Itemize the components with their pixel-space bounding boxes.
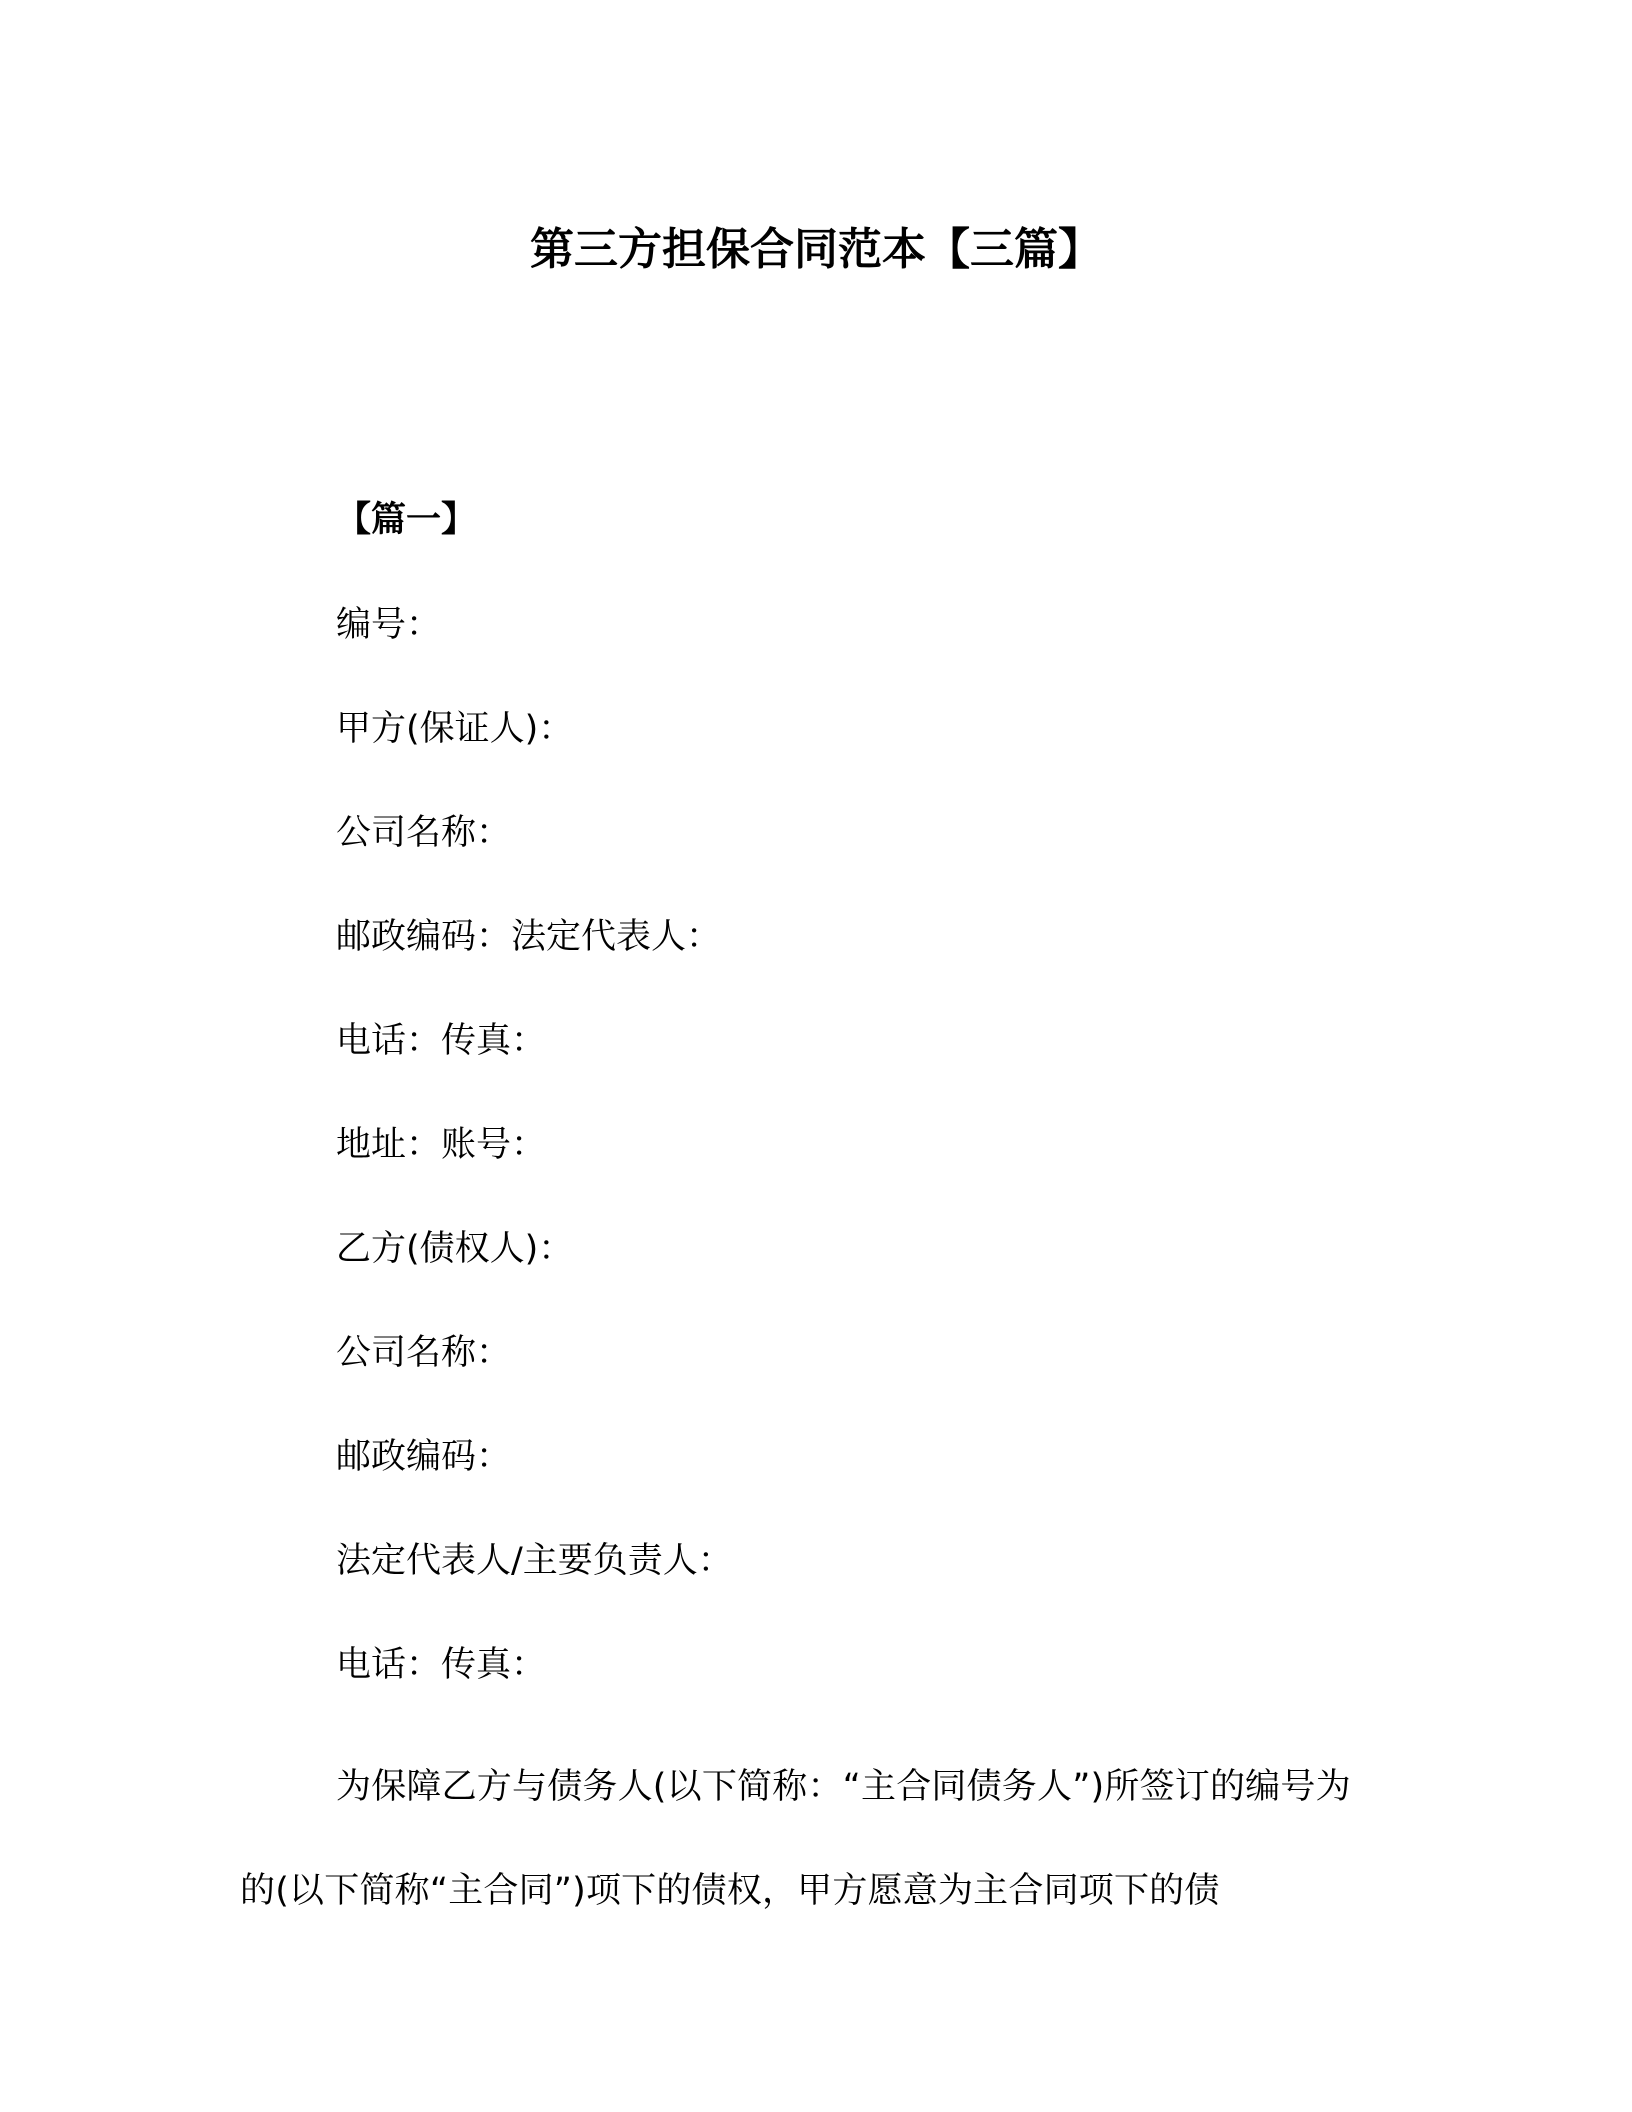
field-party-a-phone-fax: 电话：传真：: [336, 1021, 547, 1061]
field-party-a-postcode-representative: 邮政编码：法定代表人：: [336, 917, 722, 957]
section-heading: 【篇一】: [336, 500, 477, 540]
field-party-a-guarantor: 甲方(保证人)：: [336, 709, 574, 749]
field-party-a-company-name: 公司名称：: [336, 813, 512, 853]
contract-field-list: [336, 597, 733, 1741]
field-contract-number: 编号：: [336, 605, 442, 645]
field-party-b-representative: 法定代表人/主要负责人：: [336, 1541, 733, 1581]
contract-body-paragraph: 为保障乙方与债务人(以下简称：“主合同债务人”)所签订的编号为的(以下简称“主合同”)项下的债权，甲方愿意为主合同项下的债: [240, 1767, 1351, 1911]
field-party-a-address-account: 地址：账号：: [336, 1125, 547, 1165]
field-party-b-company-name: 公司名称：: [336, 1333, 512, 1373]
field-party-b-creditor: 乙方(债权人)：: [336, 1229, 574, 1269]
field-party-b-phone-fax: 电话：传真：: [336, 1645, 547, 1685]
field-party-b-postcode: 邮政编码：: [336, 1437, 512, 1477]
document-title: 第三方担保合同范本【三篇】: [530, 224, 1102, 275]
